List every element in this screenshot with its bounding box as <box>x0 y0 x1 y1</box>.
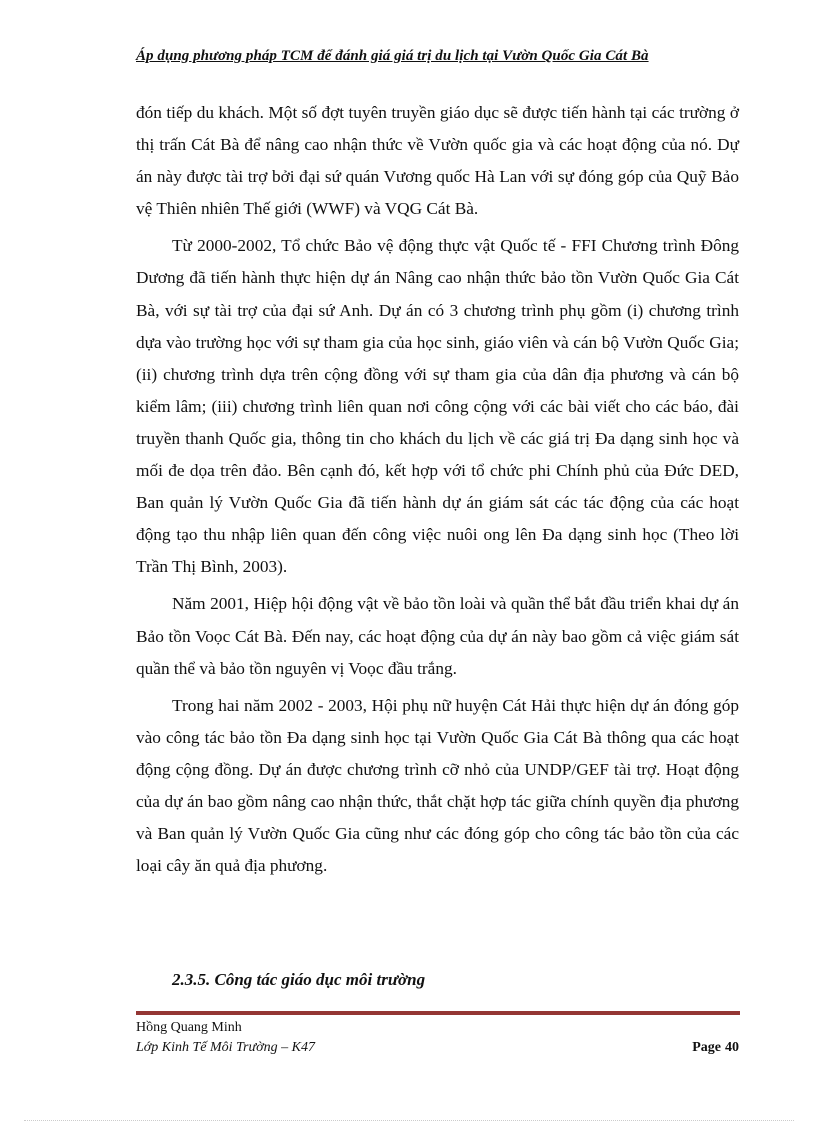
page-label: Page <box>692 1040 721 1055</box>
paragraph-1: đón tiếp du khách. Một số đợt tuyên truyền giáo dục sẽ được tiến hành tại các trường ở thị trấn Cát Bà để nâng cao nhận thức về Vườn quốc gia và các hoạt động của nó. Dự án này được tài trợ bởi đại sứ quán Vương quốc Hà Lan với sự đóng góp của Quỹ Bảo vệ Thiên nhiên Thế giới (WWF) và VQG Cát Bà. <box>136 103 739 219</box>
paragraph-2: Từ 2000-2002, Tổ chức Bảo vệ động thực vật Quốc tế - FFI Chương trình Đông Dương đã tiến hành thực hiện dự án Nâng cao nhận thức bảo tồn Vườn Quốc Gia Cát Bà, với sự tài trợ của đại sứ Anh. Dự án có 3 chương trình phụ gồm (i) chương trình dựa vào trường học với sự tham gia của học sinh, giáo viên và cán bộ Vườn Quốc Gia; (ii) chương trình dựa trên cộng đồng với sự tham gia của dân địa phương và cán bộ kiểm lâm; (iii) chương trình liên quan nơi công cộng với các bài viết cho các báo, đài truyền thanh Quốc gia, thông tin cho khách du lịch về các giá trị Đa dạng sinh học và mối đe dọa trên đảo. Bên cạnh đó, kết hợp với tổ chức phi Chính phủ của Đức DED, Ban quản lý Vườn Quốc Gia đã tiến hành dự án giám sát các tác động của các hoạt động tạo thu nhập liên quan đến công việc nuôi ong lên Đa dạng sinh học (Theo lời Trần Thị Bình, 2003). <box>136 236 739 577</box>
footer-page-number <box>692 1040 739 1056</box>
paragraph-4: Trong hai năm 2002 - 2003, Hội phụ nữ huyện Cát Hải thực hiện dự án đóng góp vào công tác bảo tồn Đa dạng sinh học tại Vườn Quốc Gia Cát Bà thông qua các hoạt động cộng đồng. Dự án được chương trình cỡ nhỏ của UNDP/GEF tài trợ. Hoạt động của dự án bao gồm nâng cao nhận thức, thắt chặt hợp tác giữa chính quyền địa phương và Ban quản lý Vườn Quốc Gia cũng như các đóng góp cho công tác bảo tồn của các loại cây ăn quả địa phương. <box>136 695 739 876</box>
section-heading: 2.3.5. Công tác giáo dục môi trường <box>172 970 426 989</box>
page-header-title: Áp dụng phương pháp TCM để đánh giá giá trị du lịch tại Vườn Quốc Gia Cát Bà <box>136 48 649 64</box>
paragraph-3: Năm 2001, Hiệp hội động vật về bảo tồn loài và quần thể bắt đầu triển khai dự án Bảo tồn Voọc Cát Bà. Đến nay, các hoạt động của dự án này bao gồm cả việc giám sát quần thể và bảo tồn nguyên vị Voọc đầu trắng. <box>136 594 739 678</box>
footer-divider <box>136 1011 740 1015</box>
footer-author: Hồng Quang Minh <box>136 1020 242 1035</box>
document-body <box>136 97 739 882</box>
page-bottom-edge <box>24 1120 794 1121</box>
page-number: 40 <box>725 1040 739 1055</box>
footer-class-line: Lớp Kinh Tế Môi Trường – K47 <box>136 1040 315 1055</box>
